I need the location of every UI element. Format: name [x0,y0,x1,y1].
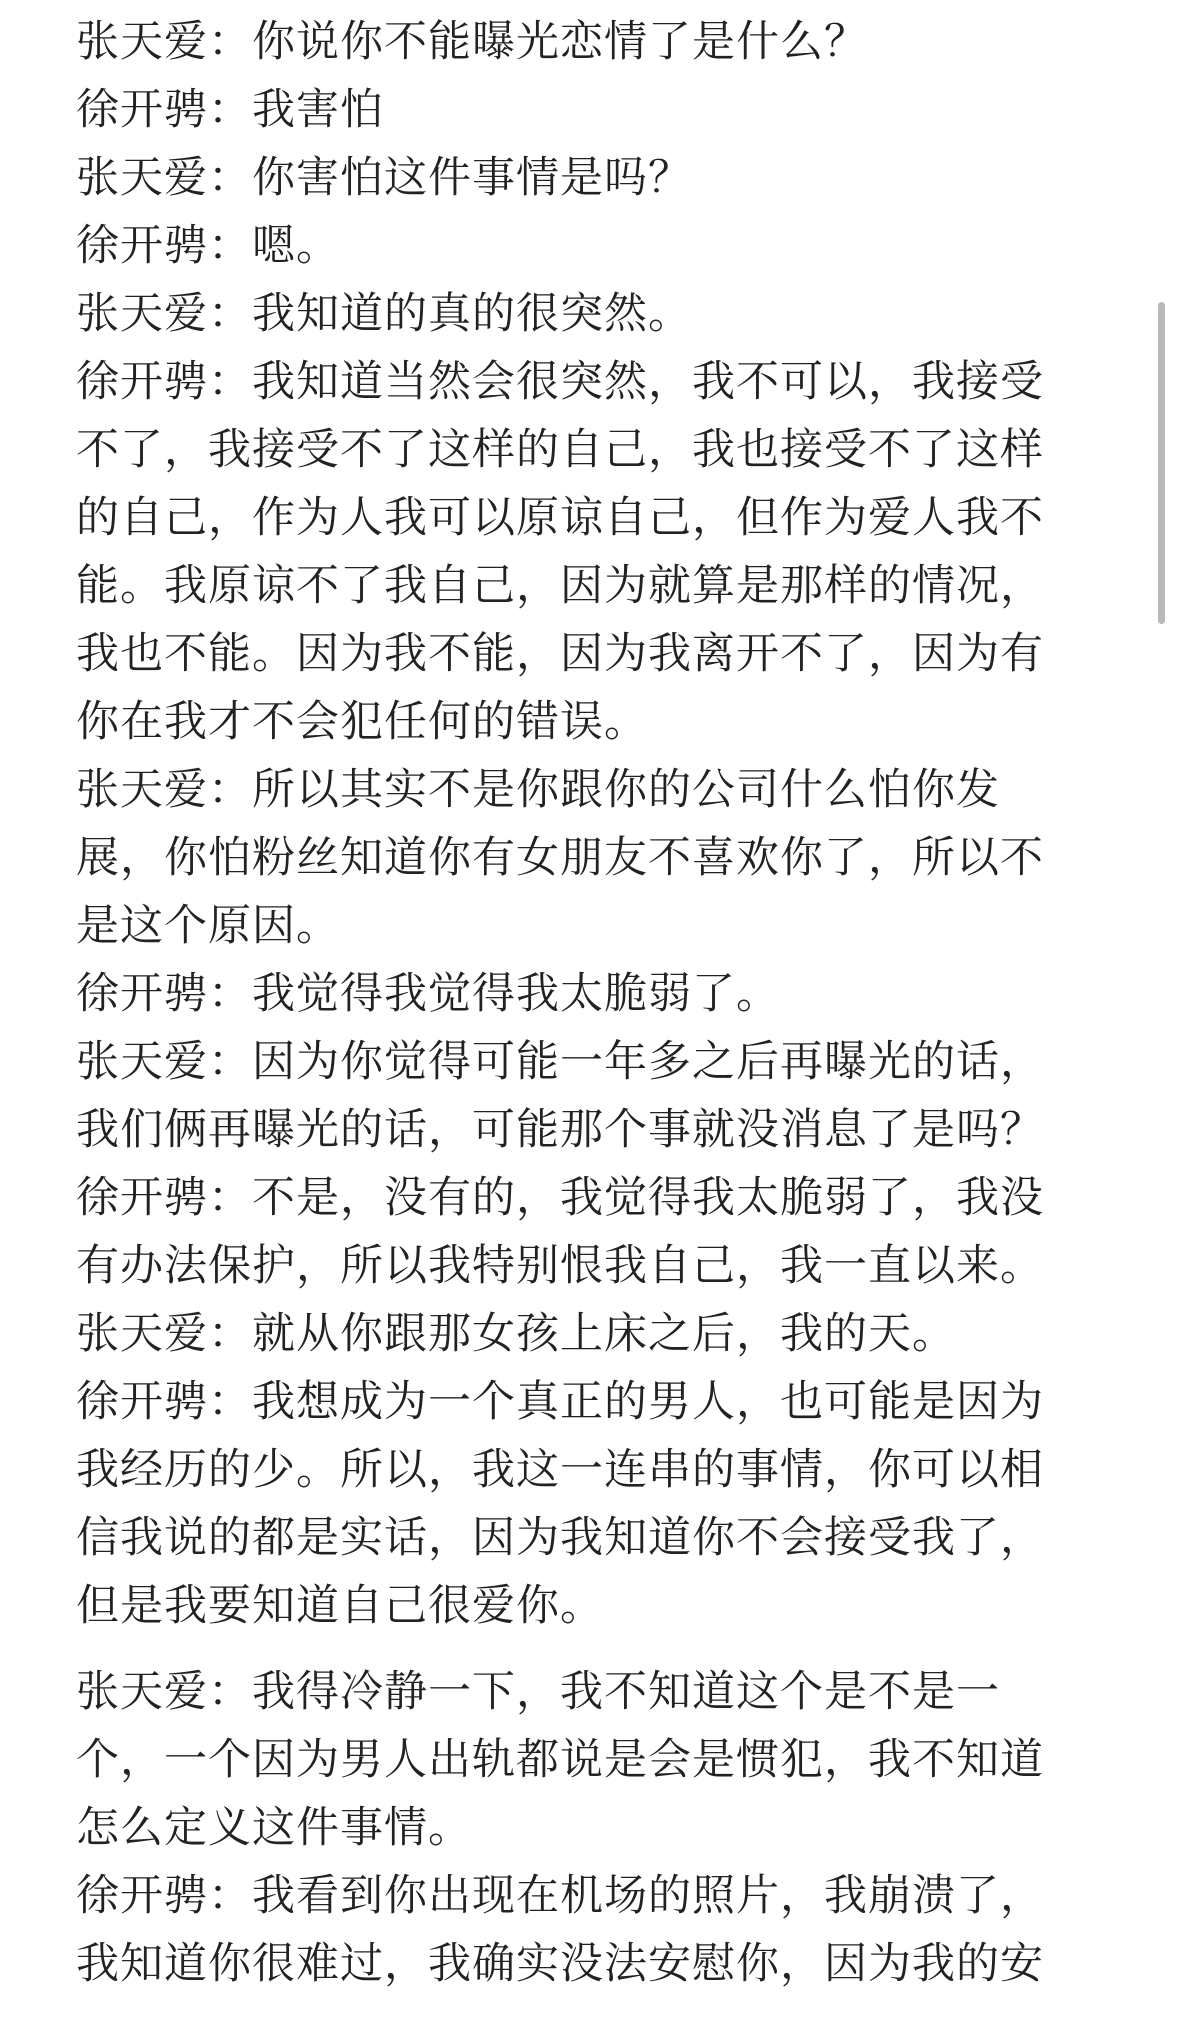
transcript-line: 张天爱：所以其实不是你跟你的公司什么怕你发 [76,765,1000,815]
transcript-line: 张天爱：我知道的真的很突然。 [76,289,692,339]
transcript-line: 怎么定义这件事情。 [76,1803,472,1853]
transcript-line: 的自己，作为人我可以原谅自己，但作为爱人我不 [76,493,1044,543]
transcript-line: 徐开骋：嗯。 [76,221,340,271]
transcript-line: 你在我才不会犯任何的错误。 [76,697,648,747]
transcript-line: 我也不能。因为我不能，因为我离开不了，因为有 [76,629,1044,679]
transcript-line: 是这个原因。 [76,901,340,951]
transcript-line: 张天爱：因为你觉得可能一年多之后再曝光的话， [76,1037,1044,1087]
transcript-line: 我知道你很难过，我确实没法安慰你，因为我的安 [76,1939,1044,1989]
transcript-line: 徐开骋：我害怕 [76,85,384,135]
transcript-line: 信我说的都是实话，因为我知道你不会接受我了， [76,1513,1044,1563]
transcript-line: 徐开骋：不是，没有的，我觉得我太脆弱了，我没 [76,1173,1044,1223]
transcript-line: 能。我原谅不了我自己，因为就算是那样的情况， [76,561,1044,611]
transcript-line: 徐开骋：我知道当然会很突然，我不可以，我接受 [76,357,1044,407]
transcript-line: 我经历的少。所以，我这一连串的事情，你可以相 [76,1445,1044,1495]
transcript-line: 张天爱：我得冷静一下，我不知道这个是不是一 [76,1667,1000,1717]
transcript-line: 徐开骋：我看到你出现在机场的照片，我崩溃了， [76,1871,1044,1921]
transcript-line: 张天爱：就从你跟那女孩上床之后，我的天。 [76,1309,956,1359]
transcript-line: 我们俩再曝光的话，可能那个事就没消息了是吗？ [76,1105,1044,1155]
transcript-line: 徐开骋：我觉得我觉得我太脆弱了。 [76,969,780,1019]
transcript [76,8,1136,1998]
transcript-line: 但是我要知道自己很爱你。 [76,1581,604,1631]
transcript-line: 张天爱：你害怕这件事情是吗？ [76,153,692,203]
transcript-line: 展，你怕粉丝知道你有女朋友不喜欢你了，所以不 [76,833,1044,883]
transcript-line: 不了，我接受不了这样的自己，我也接受不了这样 [76,425,1044,475]
vertical-scrollbar[interactable] [1158,302,1165,624]
transcript-line: 个，一个因为男人出轨都说是会是惯犯，我不知道 [76,1735,1044,1785]
transcript-line: 张天爱：你说你不能曝光恋情了是什么？ [76,17,868,67]
transcript-line: 有办法保护，所以我特别恨我自己，我一直以来。 [76,1241,1044,1291]
transcript-line: 徐开骋：我想成为一个真正的男人，也可能是因为 [76,1377,1044,1427]
